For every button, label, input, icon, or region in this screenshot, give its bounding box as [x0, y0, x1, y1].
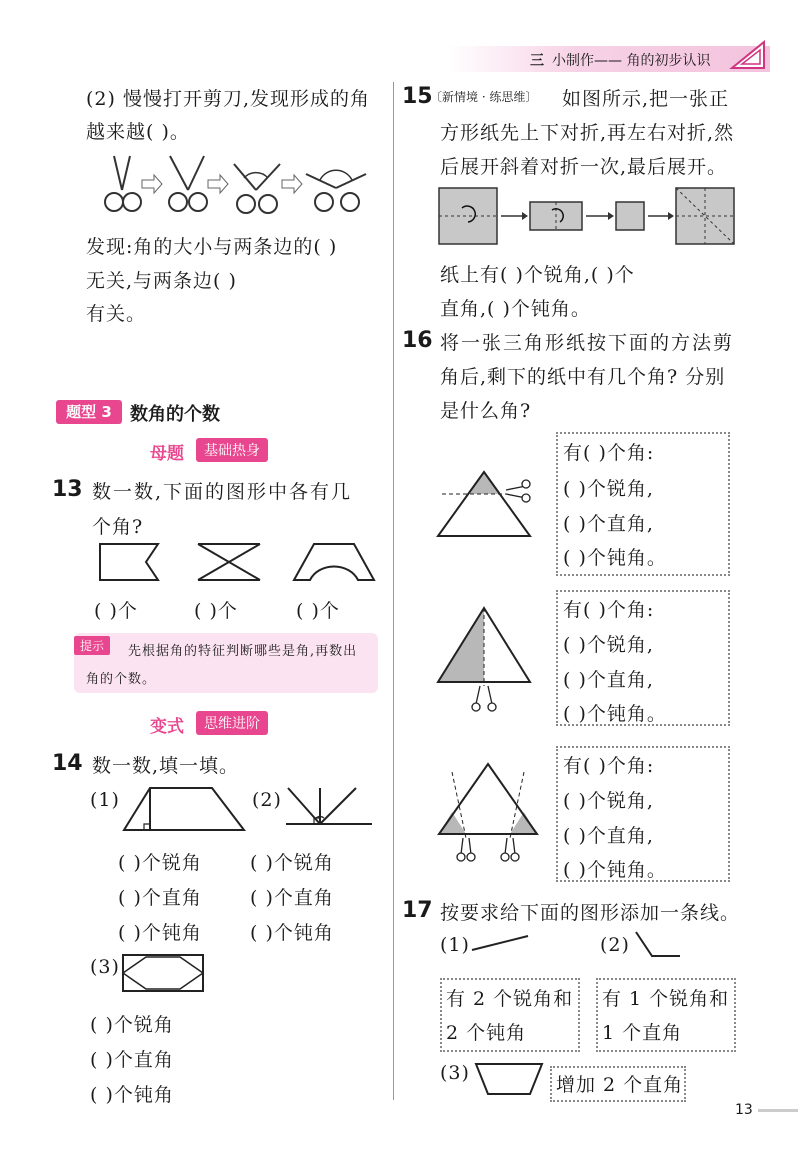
scissors-icon-4 [306, 170, 366, 211]
chapter-number: 三 [530, 53, 544, 69]
q17-box2-line1: 有 1 个锐角和 [602, 988, 730, 1010]
flag-shape [100, 544, 158, 580]
q14-label3: (3) [90, 956, 120, 978]
q16-box3-line4: ( )个钝角。 [563, 859, 667, 881]
q15-line5: 直角,( )个钝角。 [440, 298, 591, 320]
q13-line2: 个角? [92, 516, 144, 538]
q16-box2-line4: ( )个钝角。 [563, 703, 667, 725]
q13-answer-2: ( )个 [194, 600, 238, 622]
q14-col3-right: ( )个直角 [90, 1049, 174, 1071]
arrow-icon-1 [142, 175, 162, 193]
q17-box2-line2: 1 个直角 [602, 1022, 683, 1044]
q15-line3: 后展开斜着对折一次,最后展开。 [440, 156, 728, 178]
q12-line5: 有关。 [86, 303, 147, 325]
rays-figure [284, 784, 374, 834]
scissors-icon-2 [169, 156, 207, 211]
q17-title: 按要求给下面的图形添加一条线。 [440, 902, 741, 924]
tip-line1: 先根据角的特征判断哪些是角,再数出 [128, 644, 358, 659]
q17-label2: (2) [600, 934, 630, 956]
q17-box1-line1: 有 2 个锐角和 [446, 988, 574, 1010]
bent-line-figure [634, 930, 684, 960]
q14-label1: (1) [90, 789, 120, 811]
page-number: 13 [735, 1102, 753, 1118]
q13-shapes [96, 540, 386, 586]
tip-line2: 角的个数。 [86, 672, 157, 687]
q16-line1: 将一张三角形纸按下面的方法剪 [440, 332, 735, 354]
q16-box1-line4: ( )个钝角。 [563, 547, 667, 569]
q16-box3-line1: 有( )个角: [563, 755, 655, 777]
hourglass-shape [198, 544, 260, 580]
q15-line2: 方形纸先上下对折,再左右对折,然 [440, 122, 735, 144]
q14-col1-right: ( )个直角 [118, 887, 202, 909]
tip-label [74, 636, 110, 655]
paper-folding-sequence [438, 186, 738, 248]
scissors-icon-3 [234, 164, 280, 213]
q14-label2: (2) [252, 789, 282, 811]
triangle-cut-middle [436, 606, 536, 716]
q14-number: 14 [52, 751, 83, 776]
q12-line4: 无关,与两条边( ) [86, 270, 237, 292]
set-square-icon [728, 38, 768, 72]
q16-line3: 是什么角? [440, 400, 532, 422]
scissors-icon [472, 686, 496, 711]
q17-label3: (3) [440, 1062, 470, 1084]
q17-box1-line2: 2 个钝角 [446, 1022, 527, 1044]
column-divider [393, 82, 394, 1100]
q17-number: 17 [402, 898, 433, 923]
q16-box1-line1: 有( )个角: [563, 442, 655, 464]
q16-box2-line2: ( )个锐角, [563, 634, 654, 656]
arrow-icon-3 [282, 175, 302, 193]
variant-sub: 思维进阶 [196, 711, 268, 735]
trapezoid-figure [120, 784, 250, 834]
q16-number: 16 [402, 328, 433, 353]
q13-number: 13 [52, 477, 83, 502]
q14-col3-acute: ( )个锐角 [90, 1014, 174, 1036]
scissors-sequence [96, 152, 376, 218]
rectangle-rhombus-figure [122, 954, 206, 994]
q14-col3-obtuse: ( )个钝角 [90, 1084, 174, 1106]
triangle-cut-corners [436, 762, 540, 866]
q13-answer-1: ( )个 [94, 600, 138, 622]
scissors-icon [506, 480, 530, 502]
q12-line2: 越来越( )。 [86, 121, 190, 143]
q16-box1-line3: ( )个直角, [563, 513, 654, 535]
scissors-icon [457, 838, 519, 861]
q15-line1: 如图所示,把一张正 [562, 88, 730, 110]
section-tag [56, 400, 122, 424]
chapter-title: 小制作—— 角的初步认识 [552, 53, 711, 69]
arrow-icon-2 [208, 175, 228, 193]
variant-label: 变式 [150, 717, 184, 737]
q15-number: 15 [402, 84, 433, 109]
q15-line4: 纸上有( )个锐角,( )个 [440, 264, 635, 286]
mother-sub: 基础热身 [196, 438, 268, 462]
scissors-icon-1 [105, 156, 141, 211]
q14-title: 数一数,填一填。 [92, 755, 240, 777]
slanted-line-figure [470, 934, 530, 954]
q12-line1: (2) 慢慢打开剪刀,发现形成的角 [86, 88, 370, 110]
arch-shape [294, 544, 374, 580]
q14-col1-obtuse: ( )个钝角 [118, 922, 202, 944]
q14-col2-obtuse: ( )个钝角 [250, 922, 334, 944]
trapezoid-inverted-figure [474, 1062, 544, 1098]
q12-line3: 发现:角的大小与两条边的( ) [86, 236, 338, 258]
q13-answer-3: ( )个 [296, 600, 340, 622]
q16-box3-line2: ( )个锐角, [563, 790, 654, 812]
q14-col2-right: ( )个直角 [250, 887, 334, 909]
section-title: 数角的个数 [130, 404, 220, 425]
q16-line2: 角后,剩下的纸中有几个角? 分别 [440, 366, 726, 388]
q16-box3-line3: ( )个直角, [563, 825, 654, 847]
q13-line1: 数一数,下面的图形中各有几 [92, 481, 353, 503]
mother-label: 母题 [150, 444, 184, 464]
section-tag-label: 题型 3 [66, 403, 112, 421]
q15-tag: 〔新情境 · 练思维〕 [430, 90, 538, 104]
q16-box2-line3: ( )个直角, [563, 669, 654, 691]
page-number-bar [758, 1109, 798, 1112]
q16-box2-line1: 有( )个角: [563, 599, 655, 621]
q14-col2-acute: ( )个锐角 [250, 852, 334, 874]
q16-box1-line2: ( )个锐角, [563, 478, 654, 500]
tip-label-text: 提示 [80, 639, 105, 653]
q17-box3-text: 增加 2 个直角 [556, 1074, 684, 1096]
q17-label1: (1) [440, 934, 470, 956]
q14-col1-acute: ( )个锐角 [118, 852, 202, 874]
triangle-cut-top [436, 470, 536, 540]
